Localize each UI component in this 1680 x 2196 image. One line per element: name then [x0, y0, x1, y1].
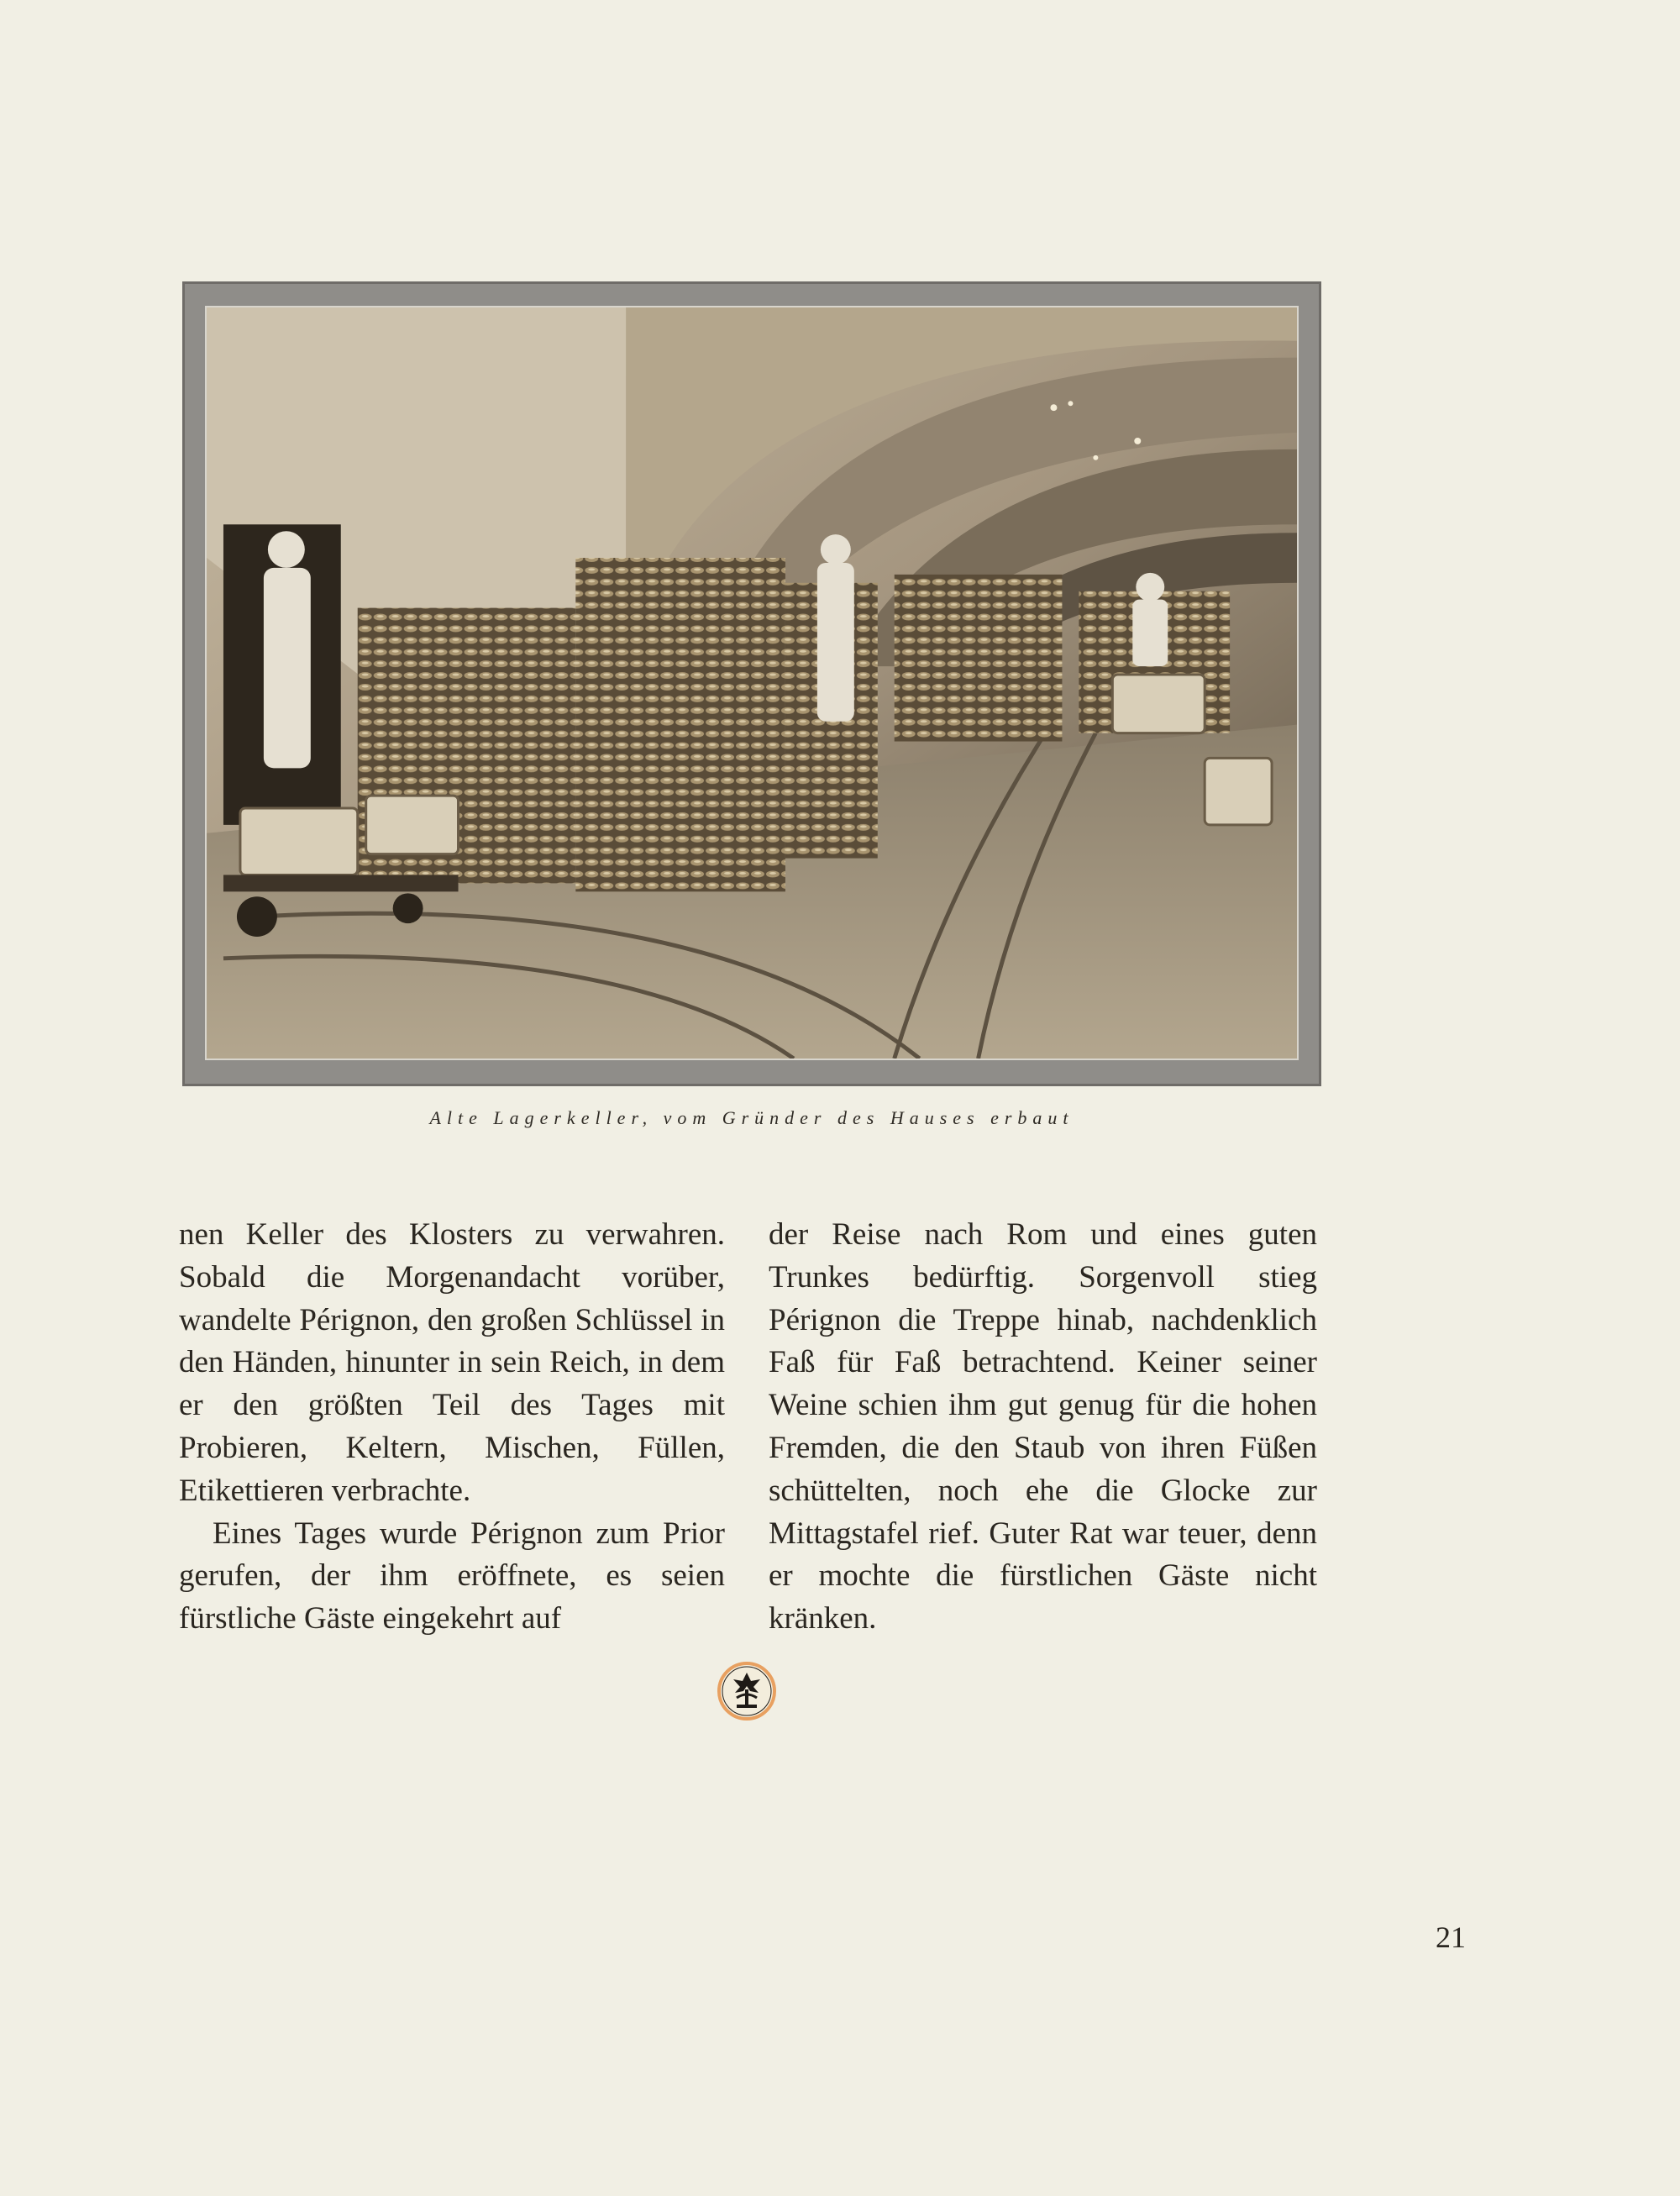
text-column-left — [179, 1214, 725, 1641]
photo-caption: Alte Lagerkeller, vom Gründer des Hauses erbaut — [429, 1107, 1074, 1128]
text-column-right — [769, 1214, 1317, 1641]
page-number: 21 — [1436, 1920, 1466, 1954]
photo-image — [205, 306, 1299, 1060]
paragraph: Eines Tages wurde Pérignon zum Prior gerufen, der ihm eröffnete, es seien fürstliche Gäste eingekehrt auf — [179, 1516, 725, 1636]
paragraph: nen Keller des Klosters zu verwahren. Sobald die Morgenandacht vorüber, wandelte Pérignon, den großen Schlüssel in den Händen, hinunter in sein Reich, in dem er den größten Teil des Tages mit Probieren, Keltern, Mischen, Füllen, Etikettieren verbrachte. — [179, 1217, 725, 1508]
publisher-emblem-icon — [717, 1661, 777, 1721]
paragraph: der Reise nach Rom und eines guten Trunkes bedürftig. Sorgenvoll stieg Pérignon die Treppe hinab, nachdenklich Faß für Faß betrachtend. Keiner seiner Weine schien ihm gut genug für die hohen Fremden, die den Staub von ihren Füßen schüttelten, noch ehe die Glocke zur Mittagstafel rief. Guter Rat war teuer, denn er mochte die fürstlichen Gäste nicht kränken. — [769, 1217, 1317, 1636]
cellar-illustration — [207, 307, 1297, 1059]
cellar-photograph — [182, 281, 1321, 1086]
